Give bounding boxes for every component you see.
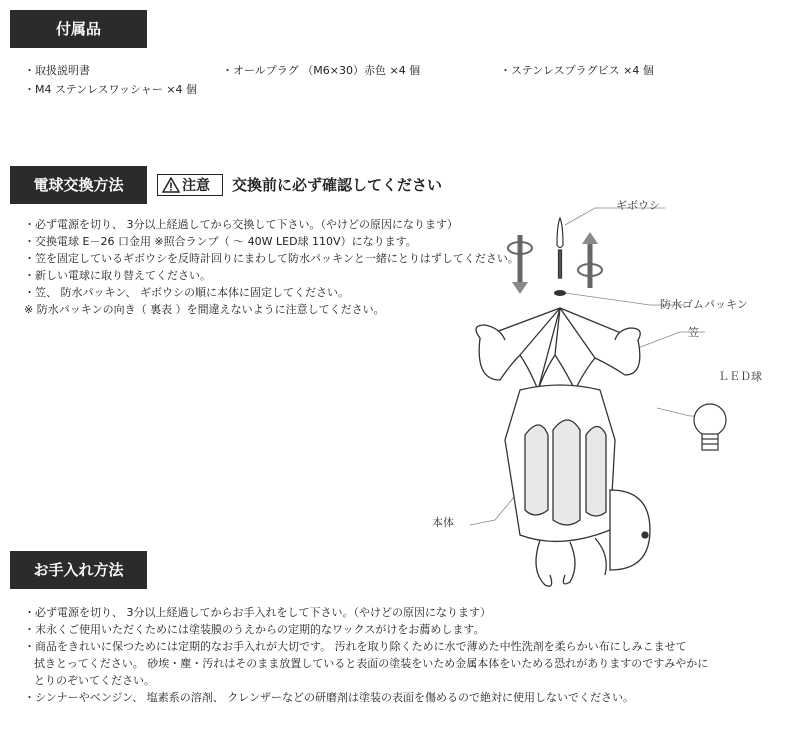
label-finial: ギボウシ (616, 199, 660, 212)
instruction-line: 拭きとってください。 砂埃・塵・汚れはそのまま放置していると表面の塗装をいため金属本体をいためる恐れがありますのですみやかに (34, 657, 709, 670)
label-gasket: 防水ゴムパッキン (660, 298, 748, 311)
label-bulb: ＬＥＤ球 (718, 370, 762, 383)
instruction-line: ・必ず電源を切り、 3分以上経過してからお手入れをして下さい。（やけどの原因になります） (24, 606, 491, 619)
instruction-line: ・末永くご使用いただくためには塗装膜のうえからの定期的なワックスがけをお薦めします。 (24, 623, 485, 636)
maintenance-heading: お手入れ方法 (10, 551, 147, 589)
accessories-heading: 付属品 (10, 10, 147, 48)
instruction-line: とりのぞいてください。 (34, 674, 155, 687)
warning-icon (162, 177, 180, 193)
accessory-item: ・M4 ステンレスワッシャー ×4 個 (24, 83, 198, 96)
label-shade: 笠 (688, 326, 699, 339)
instruction-line: ・笠、 防水パッキン、 ギボウシの順に本体に固定してください。 (24, 286, 350, 299)
caution-label: 注意 (182, 178, 210, 194)
instruction-line: ※ 防水パッキンの向き（ 裏表 ）を間違えないように注意してください。 (24, 303, 385, 316)
accessory-item: ・オールプラグ （M6×30）赤色 ×4 個 (222, 64, 421, 77)
bulb-replacement-heading: 電球交換方法 (10, 166, 147, 204)
shade-part (476, 308, 640, 390)
instruction-line: ・商品をきれいに保つためには定期的なお手入れが大切です。 汚れを取り除くために水で薄めた中性洗剤を柔らかい布にしみこませて (24, 640, 687, 653)
accessory-item: ・ステンレスプラグビス ×4 個 (500, 64, 654, 77)
finial-part (557, 218, 563, 278)
caution-title: 交換前に必ず確認してください (232, 176, 443, 194)
lantern-body-part (505, 385, 650, 586)
instruction-line: ・交換電球 E－26 口金用 ※照合ランプ（ ～ 40W LED球 110V）になります。 (24, 235, 417, 248)
rotate-ccw-arrow (508, 235, 532, 294)
led-bulb-part (694, 404, 726, 450)
accessory-item: ・取扱説明書 (24, 64, 90, 77)
instruction-line: ・必ず電源を切り、 3分以上経過してから交換して下さい。（やけどの原因になります） (24, 218, 458, 231)
instruction-line: ・笠を固定しているギボウシを反時計回りにまわして防水パッキンと一緒にとりはずしてください。 (24, 252, 519, 265)
label-body: 本体 (432, 516, 454, 529)
gasket-part (554, 290, 566, 296)
caution-badge (157, 174, 223, 196)
lamp-diagram (420, 190, 780, 610)
maintenance-instructions (24, 604, 708, 706)
rotate-cw-arrow (578, 232, 602, 288)
instruction-line: ・新しい電球に取り替えてください。 (24, 269, 211, 282)
instruction-line: ・シンナーやベンジン、 塩素系の溶剤、 クレンザーなどの研磨剤は塗装の表面を傷めるので絶対に使用しないでください。 (24, 691, 635, 704)
